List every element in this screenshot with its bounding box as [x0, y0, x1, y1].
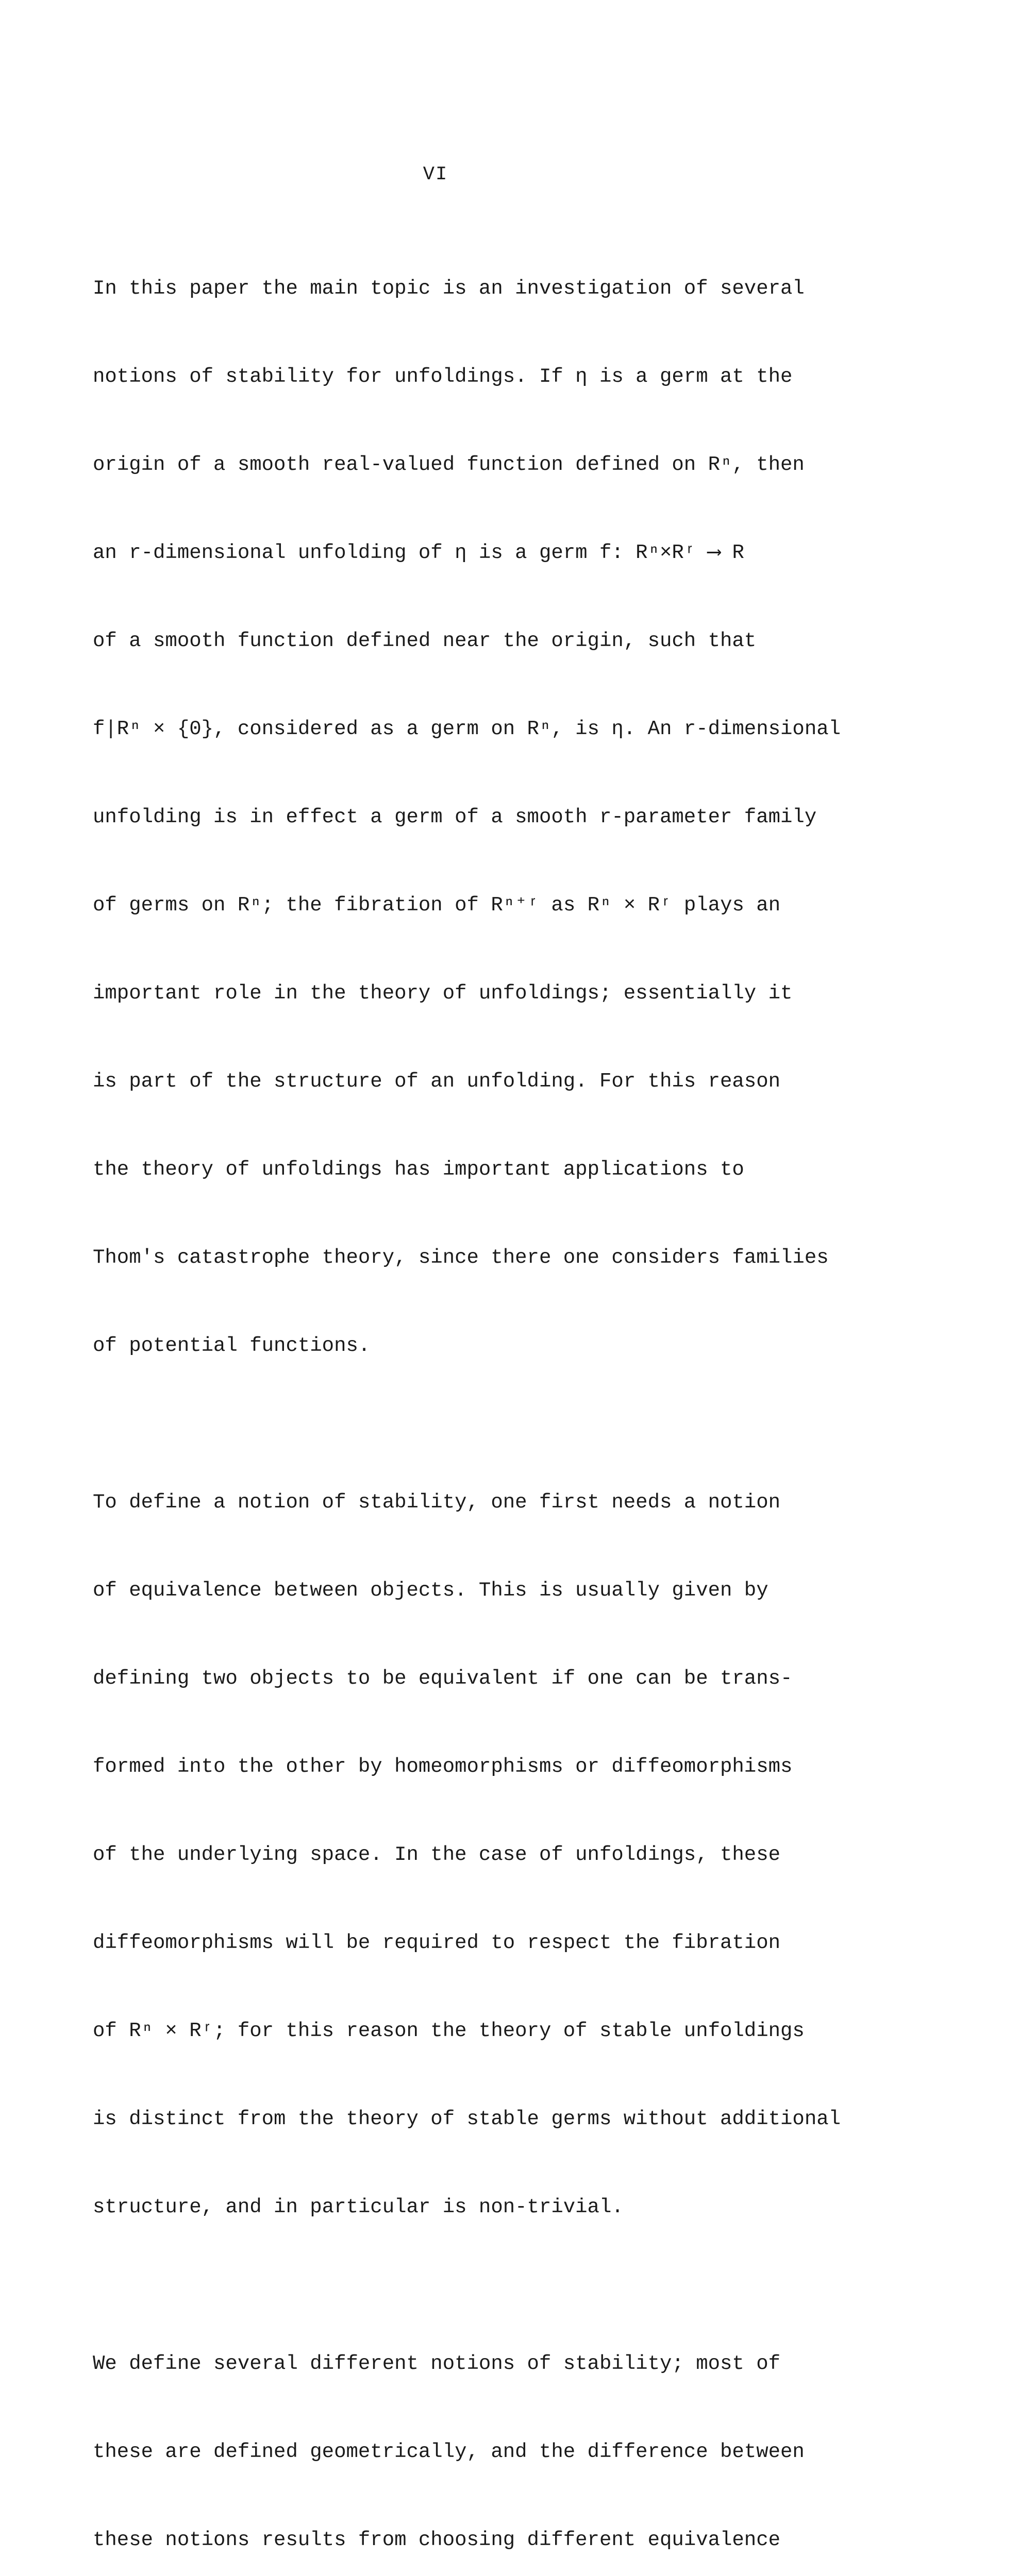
text-line: of potential functions.: [93, 1334, 371, 1357]
text-line: structure, and in particular is non-trivial.: [93, 2196, 624, 2218]
text-line: is part of the structure of an unfolding. For this reason: [93, 1070, 781, 1093]
paragraph-1: [93, 215, 887, 1419]
text-line: these notions results from choosing different equivalence: [93, 2529, 781, 2551]
text-line: important role in the theory of unfoldings; essentially it: [93, 982, 793, 1005]
text-line: of germs on Rⁿ; the fibration of Rⁿ⁺ʳ as Rⁿ × Rʳ plays an: [93, 894, 781, 917]
text-line: an r-dimensional unfolding of η is a germ f: Rⁿ×Rʳ ⟶ R: [93, 541, 744, 564]
text-line: defining two objects to be equivalent if one can be trans-: [93, 1667, 793, 1690]
body-text: [93, 215, 887, 2576]
paragraph-3: [93, 2291, 887, 2576]
text-line: notions of stability for unfoldings. If η is a germ at the: [93, 365, 793, 388]
text-line: these are defined geometrically, and the difference between: [93, 2441, 805, 2463]
text-line: formed into the other by homeomorphisms or diffeomorphisms: [93, 1755, 793, 1778]
text-line: of a smooth function defined near the origin, such that: [93, 630, 757, 652]
text-line: of the underlying space. In the case of unfoldings, these: [93, 1843, 781, 1866]
text-line: In this paper the main topic is an investigation of several: [93, 277, 805, 300]
text-line: To define a notion of stability, one first needs a notion: [93, 1491, 781, 1514]
text-line: unfolding is in effect a germ of a smooth r-parameter family: [93, 806, 817, 828]
page-number: VI: [423, 164, 448, 185]
text-line: diffeomorphisms will be required to respect the fibration: [93, 1931, 781, 1954]
text-line: We define several different notions of stability; most of: [93, 2352, 781, 2375]
paragraph-2: [93, 1429, 887, 2281]
text-line: the theory of unfoldings has important applications to: [93, 1158, 744, 1181]
text-line: is distinct from the theory of stable germs without additional: [93, 2108, 841, 2130]
text-line: of Rⁿ × Rʳ; for this reason the theory of stable unfoldings: [93, 2020, 805, 2042]
text-line: Thom's catastrophe theory, since there one considers families: [93, 1246, 829, 1269]
text-line: origin of a smooth real-valued function defined on Rⁿ, then: [93, 453, 805, 476]
text-line: of equivalence between objects. This is usually given by: [93, 1579, 768, 1602]
text-line: f|Rⁿ × {0}, considered as a germ on Rⁿ, is η. An r-dimensional: [93, 718, 841, 740]
